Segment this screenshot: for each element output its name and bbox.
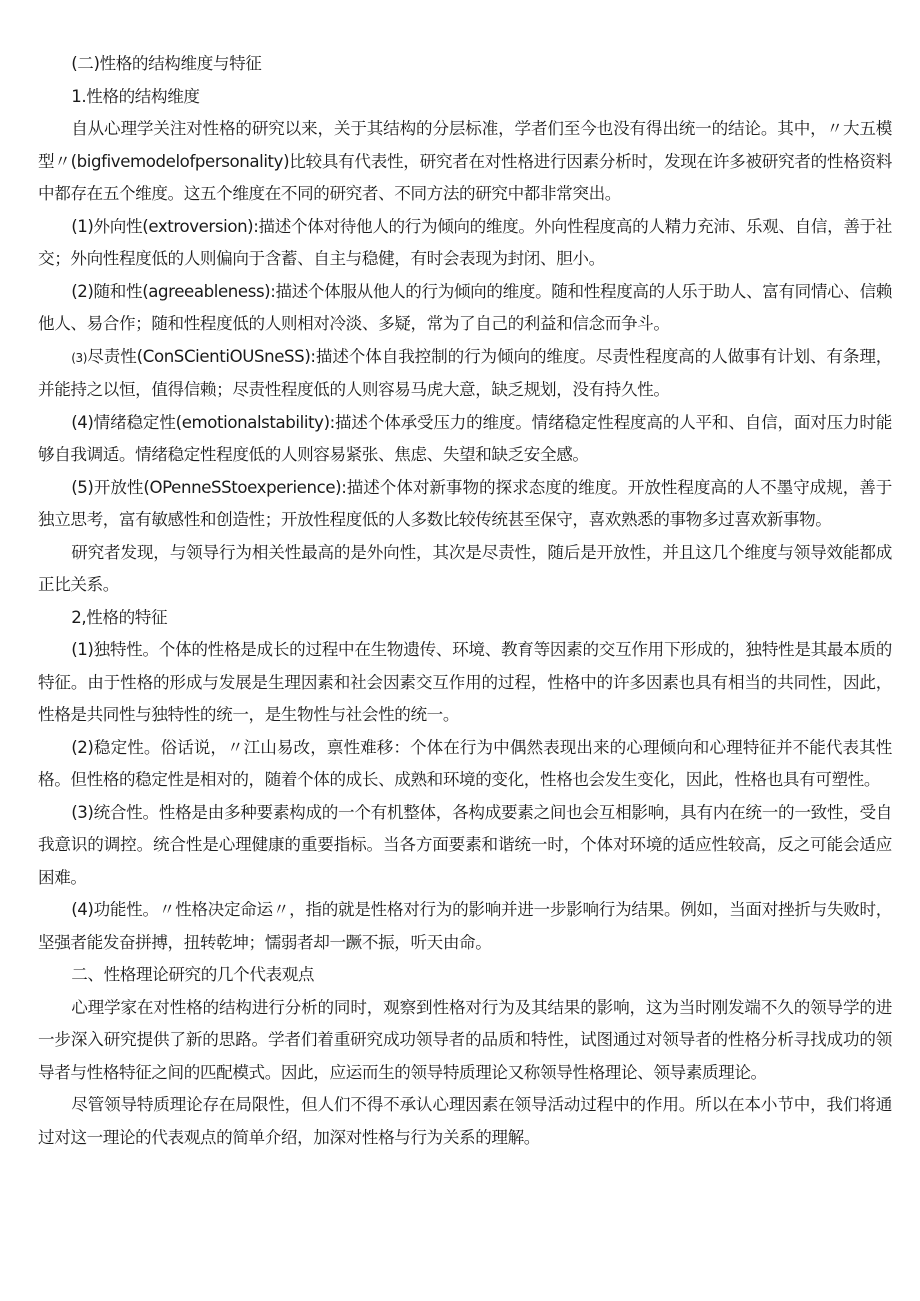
subheading-structure-dimensions: 1.性格的结构维度: [71, 86, 200, 106]
paragraph-integration: (3)统合性。性格是由多种要素构成的一个有机整体，各构成要素之间也会互相影响，具有内在统一的一致性，受自我意识的调控。统合性是心理健康的重要指标。当各方面要素和谐统一时，个体对环境的适应性较高，反之可能会适应困难。: [38, 802, 892, 887]
section-heading-structure-and-traits: (二)性格的结构维度与特征: [71, 54, 262, 73]
section-heading-theory-views: 二、性格理论研究的几个代表观点: [71, 965, 315, 984]
paragraph-extroversion: (1)外向性(extroversion):描述个体对待他人的行为倾向的维度。外向性程度高的人精力充沛、乐观、自信，善于社交；外向性程度低的人则偏向于含蓄、自主与稳健，有时会表现为封闭、胆小。: [38, 216, 892, 268]
paragraph-agreeableness: (2)随和性(agreeableness):描述个体服从他人的行为倾向的维度。随和性程度高的人乐于助人、富有同情心、信赖他人、易合作；随和性程度低的人则相对冷淡、多疑，常为了自己的利益和信念而争斗。: [38, 281, 892, 333]
paragraph-limitations: 尽管领导特质理论存在局限性，但人们不得不承认心理因素在领导活动过程中的作用。所以在本小节中，我们将通过对这一理论的代表观点的简单介绍，加深对性格与行为关系的理解。: [38, 1095, 892, 1147]
paragraph-emotional-stability: (4)情绪稳定性(emotionalstability):描述个体承受压力的维度。情绪稳定性程度高的人平和、自信，面对压力时能够自我调适。情绪稳定性程度低的人则容易紧张、焦虑、失望和缺乏安全感。: [38, 412, 892, 464]
paragraph-conscientiousness: [38, 341, 892, 407]
paragraph-big-five-intro: 自从心理学关注对性格的研究以来，关于其结构的分层标准，学者们至今也没有得出统一的结论。其中，〃大五模型〃(bigfivemodelofpersonality)比较具有代表性，研究者在对性格进行因素分析时，发现在许多被研究者的性格资料中都存在五个维度。这五个维度在不同的研究者、不同方法的研究中都非常突出。: [38, 119, 892, 203]
paragraph-uniqueness: (1)独特性。个体的性格是成长的过程中在生物遗传、环境、教育等因素的交互作用下形成的，独特性是其最本质的特征。由于性格的形成与发展是生理因素和社会因素交互作用的过程，性格中的许多因素也具有相当的共同性，因此，性格是共同性与独特性的统一，是生物性与社会性的统一。: [38, 640, 892, 724]
item-number: (3): [71, 350, 87, 365]
paragraph-leadership-correlation: 研究者发现，与领导行为相关性最高的是外向性，其次是尽责性，随后是开放性，并且这几个维度与领导效能都成正比关系。: [38, 542, 892, 594]
paragraph-stability: (2)稳定性。俗话说，〃江山易改，禀性难移：个体在行为中偶然表现出来的心理倾向和心理特征并不能代表其性格。但性格的稳定性是相对的，随着个体的成长、成熟和环境的变化，性格也会发生变化，因此，性格也具有可塑性。: [38, 737, 892, 789]
paragraph-openness: (5)开放性(OPenneSStoexperience):描述个体对新事物的探求态度的维度。开放性程度高的人不墨守成规，善于独立思考，富有敏感性和创造性；开放性程度低的人多数比较传统甚至保守，喜欢熟悉的事物多过喜欢新事物。: [38, 477, 892, 529]
paragraph-text: 尽责性(ConSCientiOUSneSS):描述个体自我控制的行为倾向的维度。尽责性程度高的人做事有计划、有条理，并能持之以恒，值得信赖；尽责性程度低的人则容易马虎大意，缺乏规划，没有持久性。: [38, 346, 892, 399]
subheading-traits: 2,性格的特征: [71, 607, 168, 627]
paragraph-trait-theory: 心理学家在对性格的结构进行分析的同时，观察到性格对行为及其结果的影响，这为当时刚发端不久的领导学的进一步深入研究提供了新的思路。学者们着重研究成功领导者的品质和特性，试图通过对领导者的性格分析寻找成功的领导者与性格特征之间的匹配模式。因此，应运而生的领导特质理论又称领导性格理论、领导素质理论。: [38, 997, 892, 1082]
paragraph-functionality: (4)功能性。〃性格决定命运〃，指的就是性格对行为的影响并进一步影响行为结果。例如，当面对挫折与失败时，坚强者能发奋拼搏，扭转乾坤；懦弱者却一蹶不振，听天由命。: [38, 900, 892, 952]
